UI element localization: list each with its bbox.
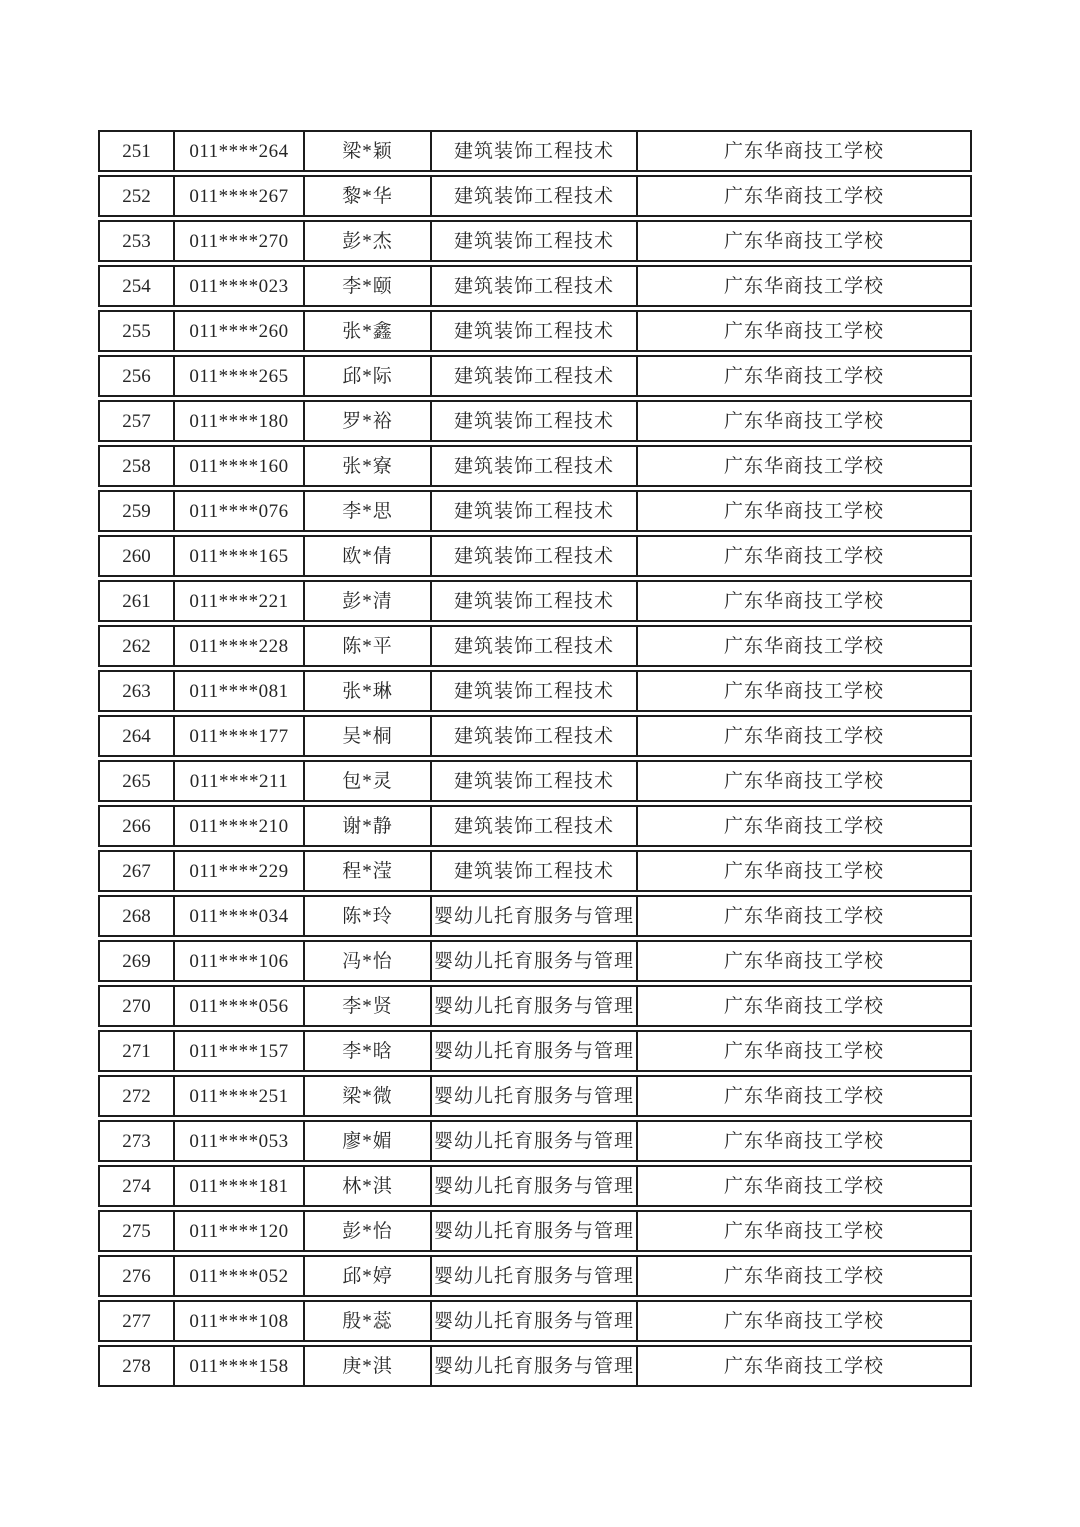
table-row [98, 1165, 972, 1207]
row-number-cell: 261 [122, 590, 151, 612]
candidate-id-cell: 011****181 [173, 1167, 303, 1205]
row-number-cell: 271 [122, 1040, 151, 1062]
major-cell: 婴幼儿托育服务与管理 [430, 1167, 636, 1205]
school-cell: 广东华商技工学校 [636, 357, 970, 395]
school-cell: 广东华商技工学校 [636, 852, 970, 890]
candidate-name-cell: 陈*玲 [303, 897, 430, 935]
school-cell: 广东华商技工学校 [636, 222, 970, 260]
major-cell: 婴幼儿托育服务与管理 [430, 1212, 636, 1250]
candidate-name-cell: 程*滢 [303, 852, 430, 890]
table-row [98, 580, 972, 622]
major-cell: 建筑装饰工程技术 [430, 132, 636, 170]
row-number-cell: 258 [122, 455, 151, 477]
table-row [98, 445, 972, 487]
candidate-id-cell: 011****076 [173, 492, 303, 530]
row-number-cell: 273 [122, 1130, 151, 1152]
table-row [98, 490, 972, 532]
candidate-name-cell: 李*贤 [303, 987, 430, 1025]
candidate-id-cell: 011****160 [173, 447, 303, 485]
candidate-name-cell: 李*颐 [303, 267, 430, 305]
table-row [98, 130, 972, 172]
major-cell: 婴幼儿托育服务与管理 [430, 987, 636, 1025]
school-cell: 广东华商技工学校 [636, 1257, 970, 1295]
row-number-cell: 257 [122, 410, 151, 432]
candidate-name-cell: 谢*静 [303, 807, 430, 845]
candidate-id-cell: 011****158 [173, 1347, 303, 1385]
candidate-id-cell: 011****229 [173, 852, 303, 890]
candidate-name-cell: 殷*蕊 [303, 1302, 430, 1340]
candidate-id-cell: 011****260 [173, 312, 303, 350]
candidate-id-cell: 011****052 [173, 1257, 303, 1295]
candidate-id-cell: 011****265 [173, 357, 303, 395]
candidate-id-cell: 011****211 [173, 762, 303, 800]
school-cell: 广东华商技工学校 [636, 1347, 970, 1385]
school-cell: 广东华商技工学校 [636, 807, 970, 845]
school-cell: 广东华商技工学校 [636, 1122, 970, 1160]
major-cell: 建筑装饰工程技术 [430, 492, 636, 530]
candidate-name-cell: 冯*怡 [303, 942, 430, 980]
table-row [98, 355, 972, 397]
candidate-name-cell: 梁*微 [303, 1077, 430, 1115]
table-row [98, 220, 972, 262]
major-cell: 建筑装饰工程技术 [430, 357, 636, 395]
major-cell: 建筑装饰工程技术 [430, 267, 636, 305]
row-number-cell: 251 [122, 140, 151, 162]
candidate-name-cell: 林*淇 [303, 1167, 430, 1205]
row-number-cell: 254 [122, 275, 151, 297]
candidate-id-cell: 011****023 [173, 267, 303, 305]
candidate-id-cell: 011****180 [173, 402, 303, 440]
school-cell: 广东华商技工学校 [636, 717, 970, 755]
candidate-id-cell: 011****177 [173, 717, 303, 755]
school-cell: 广东华商技工学校 [636, 627, 970, 665]
major-cell: 建筑装饰工程技术 [430, 177, 636, 215]
candidate-id-cell: 011****228 [173, 627, 303, 665]
table-row [98, 400, 972, 442]
candidate-id-cell: 011****264 [173, 132, 303, 170]
major-cell: 建筑装饰工程技术 [430, 222, 636, 260]
candidate-id-cell: 011****165 [173, 537, 303, 575]
major-cell: 婴幼儿托育服务与管理 [430, 897, 636, 935]
table-row [98, 1210, 972, 1252]
school-cell: 广东华商技工学校 [636, 177, 970, 215]
school-cell: 广东华商技工学校 [636, 312, 970, 350]
school-cell: 广东华商技工学校 [636, 1077, 970, 1115]
candidate-id-cell: 011****251 [173, 1077, 303, 1115]
major-cell: 婴幼儿托育服务与管理 [430, 942, 636, 980]
school-cell: 广东华商技工学校 [636, 492, 970, 530]
candidate-name-cell: 廖*媚 [303, 1122, 430, 1160]
candidate-id-cell: 011****267 [173, 177, 303, 215]
row-number-cell: 277 [122, 1310, 151, 1332]
major-cell: 建筑装饰工程技术 [430, 807, 636, 845]
major-cell: 建筑装饰工程技术 [430, 537, 636, 575]
table-row [98, 940, 972, 982]
row-number-cell: 272 [122, 1085, 151, 1107]
row-number-cell: 260 [122, 545, 151, 567]
candidate-id-cell: 011****221 [173, 582, 303, 620]
school-cell: 广东华商技工学校 [636, 267, 970, 305]
school-cell: 广东华商技工学校 [636, 1167, 970, 1205]
school-cell: 广东华商技工学校 [636, 942, 970, 980]
major-cell: 婴幼儿托育服务与管理 [430, 1122, 636, 1160]
row-number-cell: 253 [122, 230, 151, 252]
candidate-id-cell: 011****108 [173, 1302, 303, 1340]
row-number-cell: 264 [122, 725, 151, 747]
major-cell: 建筑装饰工程技术 [430, 672, 636, 710]
table-row [98, 1075, 972, 1117]
table-row [98, 760, 972, 802]
major-cell: 婴幼儿托育服务与管理 [430, 1257, 636, 1295]
table-row [98, 1345, 972, 1387]
table-row [98, 625, 972, 667]
row-number-cell: 259 [122, 500, 151, 522]
school-cell: 广东华商技工学校 [636, 132, 970, 170]
major-cell: 婴幼儿托育服务与管理 [430, 1302, 636, 1340]
candidate-name-cell: 吴*桐 [303, 717, 430, 755]
school-cell: 广东华商技工学校 [636, 1032, 970, 1070]
candidate-id-cell: 011****270 [173, 222, 303, 260]
row-number-cell: 274 [122, 1175, 151, 1197]
table-row [98, 715, 972, 757]
candidate-name-cell: 欧*倩 [303, 537, 430, 575]
table-row [98, 1120, 972, 1162]
candidate-id-cell: 011****034 [173, 897, 303, 935]
candidate-name-cell: 张*鑫 [303, 312, 430, 350]
major-cell: 建筑装饰工程技术 [430, 627, 636, 665]
school-cell: 广东华商技工学校 [636, 447, 970, 485]
candidate-name-cell: 邱*婷 [303, 1257, 430, 1295]
candidate-name-cell: 邱*际 [303, 357, 430, 395]
row-number-cell: 266 [122, 815, 151, 837]
major-cell: 建筑装饰工程技术 [430, 402, 636, 440]
table-row [98, 1255, 972, 1297]
candidate-name-cell: 彭*清 [303, 582, 430, 620]
candidate-name-cell: 包*灵 [303, 762, 430, 800]
candidate-name-cell: 梁*颖 [303, 132, 430, 170]
candidate-id-cell: 011****053 [173, 1122, 303, 1160]
table-row [98, 805, 972, 847]
major-cell: 婴幼儿托育服务与管理 [430, 1032, 636, 1070]
candidate-name-cell: 李*晗 [303, 1032, 430, 1070]
major-cell: 建筑装饰工程技术 [430, 582, 636, 620]
major-cell: 建筑装饰工程技术 [430, 447, 636, 485]
candidate-name-cell: 张*寮 [303, 447, 430, 485]
school-cell: 广东华商技工学校 [636, 402, 970, 440]
row-number-cell: 265 [122, 770, 151, 792]
candidate-name-cell: 张*琳 [303, 672, 430, 710]
major-cell: 婴幼儿托育服务与管理 [430, 1077, 636, 1115]
admission-list-table [98, 130, 972, 1390]
candidate-id-cell: 011****081 [173, 672, 303, 710]
major-cell: 建筑装饰工程技术 [430, 312, 636, 350]
table-row [98, 670, 972, 712]
school-cell: 广东华商技工学校 [636, 1212, 970, 1250]
row-number-cell: 263 [122, 680, 151, 702]
table-row [98, 895, 972, 937]
table-row [98, 850, 972, 892]
row-number-cell: 276 [122, 1265, 151, 1287]
table-row [98, 535, 972, 577]
candidate-id-cell: 011****210 [173, 807, 303, 845]
candidate-name-cell: 彭*怡 [303, 1212, 430, 1250]
candidate-id-cell: 011****120 [173, 1212, 303, 1250]
candidate-id-cell: 011****056 [173, 987, 303, 1025]
school-cell: 广东华商技工学校 [636, 987, 970, 1025]
candidate-name-cell: 陈*平 [303, 627, 430, 665]
row-number-cell: 278 [122, 1355, 151, 1377]
row-number-cell: 268 [122, 905, 151, 927]
row-number-cell: 270 [122, 995, 151, 1017]
table-row [98, 1030, 972, 1072]
candidate-name-cell: 黎*华 [303, 177, 430, 215]
row-number-cell: 269 [122, 950, 151, 972]
major-cell: 建筑装饰工程技术 [430, 852, 636, 890]
major-cell: 建筑装饰工程技术 [430, 717, 636, 755]
candidate-name-cell: 庚*淇 [303, 1347, 430, 1385]
major-cell: 建筑装饰工程技术 [430, 762, 636, 800]
school-cell: 广东华商技工学校 [636, 672, 970, 710]
candidate-name-cell: 李*思 [303, 492, 430, 530]
candidate-name-cell: 罗*裕 [303, 402, 430, 440]
table-row [98, 985, 972, 1027]
candidate-id-cell: 011****106 [173, 942, 303, 980]
row-number-cell: 267 [122, 860, 151, 882]
school-cell: 广东华商技工学校 [636, 1302, 970, 1340]
candidate-name-cell: 彭*杰 [303, 222, 430, 260]
row-number-cell: 256 [122, 365, 151, 387]
school-cell: 广东华商技工学校 [636, 762, 970, 800]
school-cell: 广东华商技工学校 [636, 897, 970, 935]
row-number-cell: 262 [122, 635, 151, 657]
table-row [98, 175, 972, 217]
major-cell: 婴幼儿托育服务与管理 [430, 1347, 636, 1385]
row-number-cell: 252 [122, 185, 151, 207]
row-number-cell: 275 [122, 1220, 151, 1242]
row-number-cell: 255 [122, 320, 151, 342]
table-row [98, 265, 972, 307]
school-cell: 广东华商技工学校 [636, 537, 970, 575]
candidate-id-cell: 011****157 [173, 1032, 303, 1070]
table-row [98, 1300, 972, 1342]
school-cell: 广东华商技工学校 [636, 582, 970, 620]
table-row [98, 310, 972, 352]
